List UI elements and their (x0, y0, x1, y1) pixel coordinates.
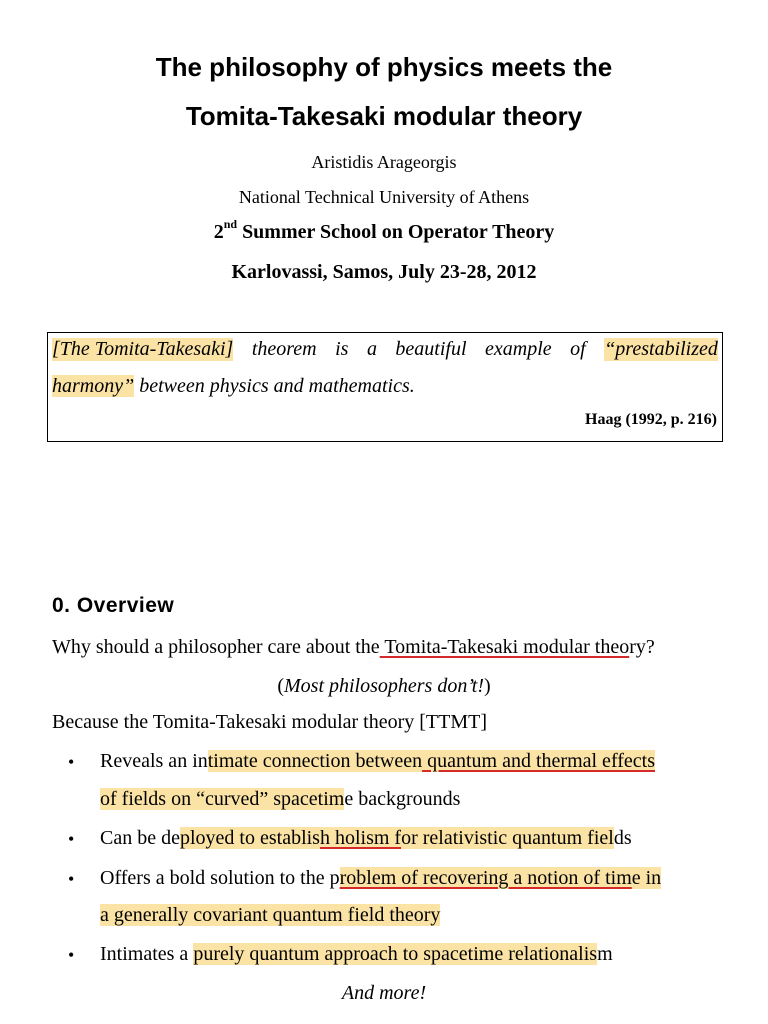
epigraph-box (47, 332, 723, 442)
section-heading: 0. Overview (52, 594, 175, 617)
event-ordinal: 2 (213, 221, 224, 243)
event-place-date: Karlovassi, Samos, July 23-28, 2012 (231, 261, 537, 283)
bullet-point: • (68, 829, 75, 849)
epigraph-word: “prestabilized (604, 338, 718, 360)
epigraph-word: of (570, 338, 586, 360)
bullet-point: • (68, 945, 75, 965)
epigraph-citation: Haag (1992, p. 216) (585, 411, 717, 428)
bullet-3-line-1: Offers a bold solution to the problem of recovering a notion of time in (100, 867, 662, 889)
bullet-4-line-1: Intimates a purely quantum approach to spacetime relationalism (100, 943, 613, 965)
underlined-text: h holism f (319, 827, 402, 849)
epigraph-line-2 (52, 375, 718, 398)
aside-italic: Most philosophers don’t! (284, 675, 484, 697)
overview-aside: (Most philosophers don’t!) (277, 675, 491, 697)
bullet-2-line-1: Can be deployed to establish holism for relativistic quantum fields (100, 827, 632, 849)
bullet-1-line-1: Reveals an intimate connection between quantum and thermal effects (100, 750, 655, 772)
epigraph-line-1 (52, 338, 718, 361)
title-line-1: The philosophy of physics meets the (155, 52, 613, 82)
epigraph-word: beautiful (395, 338, 467, 360)
underlined-text: roblem of recovering a notion of tim (339, 867, 632, 889)
event-ordinal-suffix: nd (223, 217, 238, 232)
underlined-text: quantum and thermal effects (422, 750, 655, 772)
epigraph-text: between physics and mathematics. (134, 375, 415, 397)
author-affiliation: National Technical University of Athens (238, 187, 530, 207)
epigraph-word: [The Tomita-Takesaki] (52, 338, 234, 360)
author-name: Aristidis Arageorgis (311, 152, 457, 172)
event-name (0, 217, 768, 244)
underlined-text: Tomita-Takesaki modular theo (379, 636, 630, 658)
bullet-point: • (68, 869, 75, 889)
bullet-point: • (68, 752, 75, 772)
epigraph-word: example (485, 338, 552, 360)
overview-because: Because the Tomita-Takesaki modular theory [TTMT] (52, 711, 488, 733)
bullet-1-line-2: of fields on “curved” spacetime backgrounds (100, 788, 461, 810)
title-line-2: Tomita-Takesaki modular theory (185, 101, 583, 131)
epigraph-word: theorem (251, 338, 317, 360)
epigraph-word: a (366, 338, 377, 360)
epigraph-word: is (335, 338, 349, 360)
overview-question: Why should a philosopher care about the Tomita-Takesaki modular theory? (52, 636, 655, 658)
bullet-3-line-2: a generally covariant quantum field theory (100, 904, 441, 926)
closing-remark: And more! (341, 982, 427, 1004)
event-title: Summer School on Operator Theory (237, 221, 555, 243)
epigraph-highlight: harmony” (52, 375, 135, 397)
